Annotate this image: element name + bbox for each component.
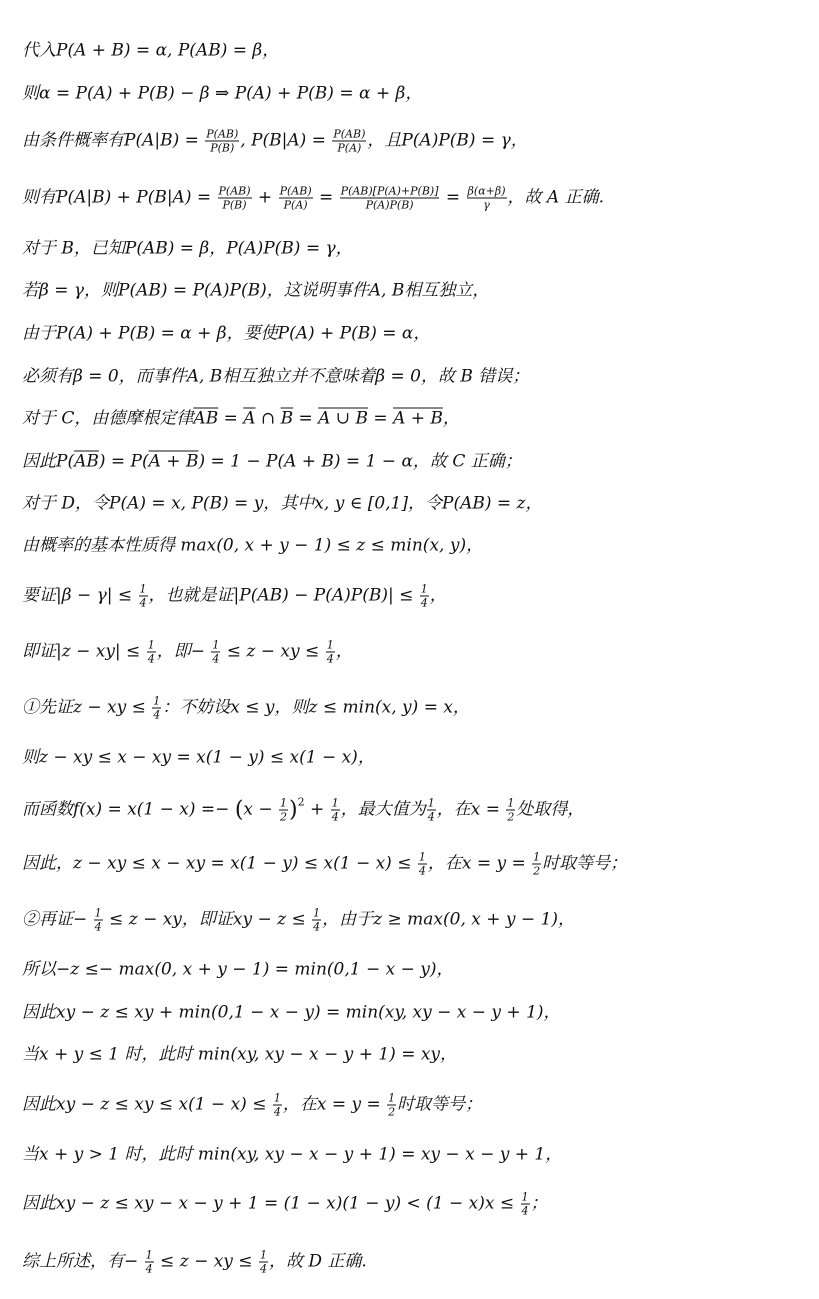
- overline-expr: A + B: [393, 408, 443, 429]
- text-run: 若β = γ，则P(AB) = P(A)P(B)，这说明事件A, B相互独立，: [22, 280, 490, 301]
- denominator: P(A): [337, 141, 362, 155]
- numerator: 1: [533, 850, 541, 864]
- text-run: 因此xy − z ≤ xy − x − y + 1 = (1 − x)(1 − y) < (1 − x)x ≤: [22, 1193, 520, 1214]
- fraction: [94, 907, 103, 934]
- text-run: ，: [429, 585, 447, 606]
- denominator: 2: [388, 1105, 396, 1119]
- text-run: ，且P(A)P(B) = γ，: [367, 130, 528, 151]
- fraction: [273, 1092, 282, 1119]
- text-run: ，在x =: [436, 799, 506, 820]
- numerator: 1: [147, 638, 155, 652]
- text-run: +: [252, 187, 278, 208]
- text-run: ≤ z − xy ≤: [154, 1251, 258, 1272]
- text-run: ②再证−: [22, 909, 93, 930]
- text-run: 要证|β − γ| ≤: [22, 585, 138, 606]
- fraction: [218, 185, 252, 212]
- text-run: 由条件概率有P(A|B) =: [22, 130, 205, 151]
- text-line-15: [22, 695, 809, 722]
- text-run: ，由于z ≥ max(0, x + y − 1)，: [322, 909, 576, 930]
- text-run: ，故 A 正确.: [507, 187, 604, 208]
- text-run: 因此，z − xy ≤ x − xy = x(1 − y) ≤ x(1 − x) ≤: [22, 853, 417, 874]
- overline-expr: $\overline{AB}$: [74, 451, 99, 472]
- text-line-6: [22, 280, 809, 301]
- fraction: [147, 639, 156, 666]
- text-run: 综上所述，有−: [22, 1251, 144, 1272]
- text-line-9: [22, 408, 809, 429]
- text-run: ≤ z − xy，即证xy − z ≤: [103, 909, 312, 930]
- text-line-13: [22, 583, 809, 610]
- numerator: 1: [420, 582, 428, 596]
- numerator: 1: [153, 694, 161, 708]
- denominator: P(B): [222, 198, 247, 212]
- overline-expr: $\overline{A}$: [243, 408, 256, 429]
- text-run: 处取得，: [516, 799, 585, 820]
- fraction: [279, 797, 288, 824]
- text-run: 对于 C，由德摩根定律: [22, 408, 194, 429]
- overline-expr: A ∪ B: [318, 408, 368, 429]
- denominator: 4: [147, 652, 155, 666]
- text-run: 代入P(A + B) = α, P(AB) = β，: [22, 40, 280, 61]
- text-run: ，故 D 正确.: [268, 1251, 367, 1272]
- text-run: x −: [243, 799, 279, 820]
- text-line-4: [22, 185, 809, 212]
- fraction: [152, 695, 161, 722]
- denominator: 2: [507, 810, 515, 824]
- text-run: ) = P(: [98, 451, 149, 472]
- exponent: 2: [297, 795, 305, 809]
- text-run: ，: [442, 408, 460, 429]
- text-run: ，也就是证|P(AB) − P(A)P(B)| ≤: [148, 585, 419, 606]
- text-line-10: [22, 451, 809, 472]
- text-run: 时取等号；: [397, 1094, 483, 1115]
- numerator: 1: [139, 582, 147, 596]
- text-line-2: [22, 83, 809, 104]
- fraction: [211, 639, 220, 666]
- fraction: [420, 583, 429, 610]
- denominator: 4: [331, 810, 339, 824]
- text-run: 因此P(: [22, 451, 75, 472]
- fraction: [312, 907, 321, 934]
- denominator: 4: [94, 920, 102, 934]
- denominator: 2: [533, 864, 541, 878]
- denominator: 4: [212, 652, 220, 666]
- text-run: ，最大值为: [340, 799, 426, 820]
- numerator: 1: [326, 638, 334, 652]
- text-run: +: [304, 799, 330, 820]
- overline-expr: $\overline{B}$: [280, 408, 294, 429]
- text-line-5: [22, 238, 809, 259]
- text-run: 由概率的基本性质得 max(0, x + y − 1) ≤ z ≤ min(x, y)，: [22, 535, 484, 556]
- text-run: 则α = P(A) + P(B) − β ⇒ P(A) + P(B) = α + β，: [22, 83, 423, 104]
- numerator: P(AB)[P(A)+P(B)]: [340, 184, 439, 198]
- text-line-26: [22, 1249, 809, 1276]
- text-run: ，在x = y =: [282, 1094, 387, 1115]
- text-run: ，: [335, 641, 353, 662]
- numerator: β(α+β): [467, 184, 506, 198]
- denominator: 4: [420, 596, 428, 610]
- text-line-16: [22, 747, 809, 768]
- text-line-1: [22, 40, 809, 61]
- text-run: 当x + y > 1 时，此时 min(xy, xy − x − y + 1) = xy − x − y + 1，: [22, 1144, 563, 1165]
- text-line-24: [22, 1144, 809, 1165]
- left-paren: (: [234, 797, 244, 823]
- text-run: ：不妨设x ≤ y，则z ≤ min(x, y) = x，: [162, 697, 470, 718]
- text-line-8: [22, 366, 809, 387]
- fraction: [427, 797, 436, 824]
- fraction: [205, 128, 239, 155]
- fraction: [279, 185, 313, 212]
- text-run: =: [293, 408, 319, 429]
- text-run: ；: [530, 1193, 548, 1214]
- text-run: 因此xy − z ≤ xy + min(0,1 − x − y) = min(xy, xy − x − y + 1)，: [22, 1002, 561, 1023]
- numerator: 1: [418, 850, 426, 864]
- text-run: 则z − xy ≤ x − xy = x(1 − y) ≤ x(1 − x)，: [22, 747, 375, 768]
- numerator: P(AB): [206, 127, 239, 141]
- text-run: 时取等号；: [542, 853, 628, 874]
- text-line-12: [22, 535, 809, 556]
- text-line-14: [22, 639, 809, 666]
- numerator: 1: [212, 638, 220, 652]
- text-line-21: [22, 1002, 809, 1023]
- denominator: 4: [326, 652, 334, 666]
- denominator: 4: [418, 864, 426, 878]
- text-line-20: [22, 959, 809, 980]
- text-line-25: [22, 1191, 809, 1218]
- numerator: 1: [521, 1190, 529, 1204]
- numerator: 1: [145, 1248, 153, 1262]
- fraction: [332, 128, 366, 155]
- text-run: 即证|z − xy| ≤: [22, 641, 146, 662]
- text-run: ①先证z − xy ≤: [22, 697, 152, 718]
- text-run: 所以−z ≤− max(0, x + y − 1) = min(0,1 − x − y)，: [22, 959, 454, 980]
- fraction: [418, 851, 427, 878]
- numerator: 1: [427, 796, 435, 810]
- numerator: 1: [280, 796, 288, 810]
- numerator: 1: [259, 1248, 267, 1262]
- text-run: ≤ z − xy ≤: [221, 641, 325, 662]
- text-run: =: [440, 187, 466, 208]
- denominator: 4: [139, 596, 147, 610]
- text-run: 对于 B，已知P(AB) = β，P(A)P(B) = γ，: [22, 238, 353, 259]
- denominator: 4: [273, 1105, 281, 1119]
- text-line-23: [22, 1092, 809, 1119]
- text-run: 而函数f(x) = x(1 − x) =−: [22, 799, 235, 820]
- text-line-11: [22, 493, 809, 514]
- text-run: =: [218, 408, 244, 429]
- text-run: 当x + y ≤ 1 时，此时 min(xy, xy − x − y + 1) = xy，: [22, 1044, 458, 1065]
- numerator: 1: [94, 906, 102, 920]
- text-run: 必须有β = 0，而事件A, B相互独立并不意味着β = 0，故 B 错误；: [22, 366, 530, 387]
- numerator: 1: [313, 906, 321, 920]
- fraction: [139, 583, 148, 610]
- denominator: 4: [521, 1204, 529, 1218]
- fraction: [506, 797, 515, 824]
- text-run: 因此xy − z ≤ xy ≤ x(1 − x) ≤: [22, 1094, 272, 1115]
- fraction: [387, 1092, 396, 1119]
- text-line-17: [22, 797, 809, 824]
- text-run: ) = 1 − P(A + B) = 1 − α，故 C 正确；: [198, 451, 522, 472]
- text-run: 则有P(A|B) + P(B|A) =: [22, 187, 217, 208]
- denominator: P(B): [210, 141, 235, 155]
- fraction: [467, 185, 507, 212]
- fraction: [521, 1191, 530, 1218]
- denominator: γ: [483, 198, 490, 212]
- fraction: [326, 639, 335, 666]
- text-run: ，即−: [156, 641, 211, 662]
- denominator: 4: [259, 1262, 267, 1276]
- fraction: [532, 851, 541, 878]
- denominator: 4: [427, 810, 435, 824]
- text-line-19: [22, 907, 809, 934]
- text-line-3: [22, 128, 809, 155]
- right-paren: ): [289, 797, 298, 823]
- numerator: 1: [273, 1091, 281, 1105]
- text-run: =: [368, 408, 394, 429]
- numerator: 1: [388, 1091, 396, 1105]
- numerator: P(AB): [279, 184, 312, 198]
- numerator: P(AB): [218, 184, 251, 198]
- numerator: 1: [331, 796, 339, 810]
- fraction: [340, 185, 440, 212]
- overline-expr: A + B: [148, 451, 199, 472]
- denominator: 4: [313, 920, 321, 934]
- denominator: 4: [153, 708, 161, 722]
- text-run: 由于P(A) + P(B) = α + β，要使P(A) + P(B) = α，: [22, 323, 431, 344]
- text-run: =: [313, 187, 339, 208]
- text-line-22: [22, 1044, 809, 1065]
- denominator: 2: [280, 810, 288, 824]
- overline-expr: $\overline{AB}$: [193, 408, 219, 429]
- numerator: P(AB): [333, 127, 366, 141]
- fraction: [259, 1249, 268, 1276]
- denominator: P(A)P(B): [365, 198, 414, 212]
- fraction: [331, 797, 340, 824]
- text-run: 对于 D，令P(A) = x, P(B) = y，其中x, y ∈ [0,1]，令P(AB) = z，: [22, 493, 543, 514]
- text-line-7: [22, 323, 809, 344]
- fraction: [145, 1249, 154, 1276]
- numerator: 1: [507, 796, 515, 810]
- text-run: , P(B|A) =: [240, 130, 332, 151]
- denominator: P(A): [283, 198, 308, 212]
- text-run: ，在x = y =: [427, 853, 532, 874]
- denominator: 4: [145, 1262, 153, 1276]
- text-run: ∩: [255, 408, 281, 429]
- text-line-18: [22, 851, 809, 878]
